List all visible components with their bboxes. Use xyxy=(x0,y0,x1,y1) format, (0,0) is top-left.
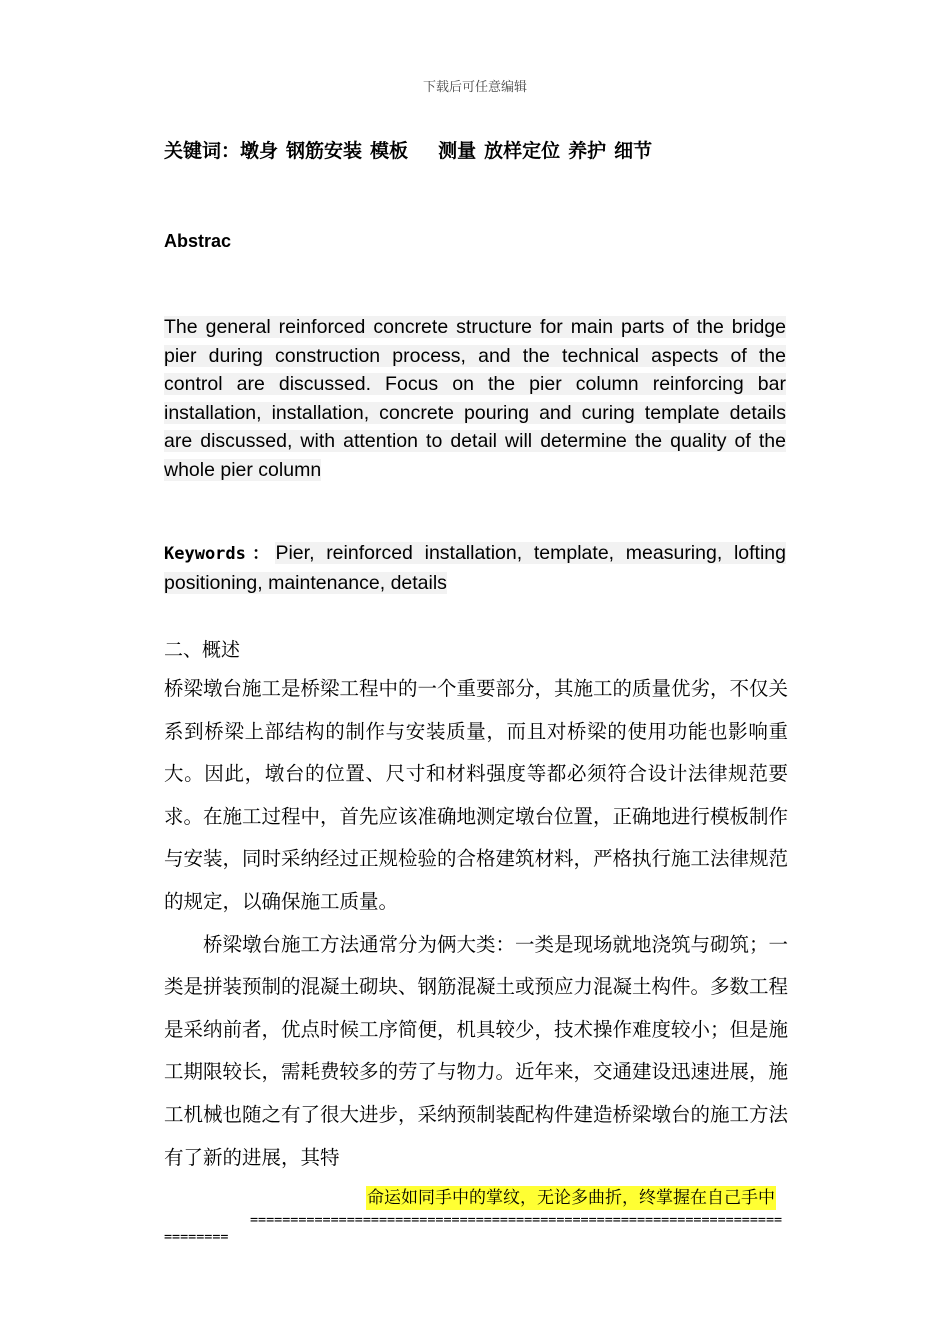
header-note: 下载后可任意编辑 xyxy=(422,80,527,95)
keyword-cn: 养护 xyxy=(568,140,607,162)
keywords-cn-line xyxy=(164,136,786,163)
keyword-cn: 钢筋安装 xyxy=(286,140,363,162)
abstract-body xyxy=(164,313,786,484)
keyword-cn: 测量 xyxy=(438,140,477,162)
keywords-en-text: Pier, reinforced installation, template, measuring, lofting positioning, maintenance, details xyxy=(164,542,786,594)
body-paragraph: 桥梁墩台施工是桥梁工程中的一个重要部分，其施工的质量优劣，不仅关系到桥梁上部结构的制作与安装质量，而且对桥梁的使用功能也影响重大。因此，墩台的位置、尺寸和材料强度等都必须符合设计法律规范要求。在施工过程中，首先应该准确地测定墩台位置，正确地进行模板制作与安装，同时采纳经过正规检验的合格建筑材料，严格执行施工法律规范的规定，以确保施工质量。 xyxy=(164,677,789,913)
keyword-cn: 墩身 xyxy=(240,140,279,162)
keyword-cn: 细节 xyxy=(614,140,653,162)
keywords-en-label: Keywords： xyxy=(164,544,276,564)
section-body xyxy=(164,668,788,1179)
footer-divider: ========================================================================== xyxy=(164,1213,783,1245)
abstract-title: Abstrac xyxy=(164,231,232,251)
footer-quote: 命运如同手中的掌纹，无论多曲折，终掌握在自己手中 xyxy=(367,1188,775,1208)
keyword-cn: 模板 xyxy=(370,140,409,162)
body-paragraph: 桥梁墩台施工方法通常分为俩大类：一类是现场就地浇筑与砌筑；一类是拼装预制的混凝土砌块、钢筋混凝土或预应力混凝土构件。多数工程是采纳前者，优点时候工序简便，机具较少，技术操作难度较小；但是施工期限较长，需耗费较多的劳了与物力。近年来，交通建设迅速进展，施工机械也随之有了很大进步，采纳预制装配构件建造桥梁墩台的施工方法有了新的进展，其特 xyxy=(164,932,789,1169)
abstract-text: The general reinforced concrete structure for main parts of the bridge pier during construction process, and the technical aspects of the control are discussed. Focus on the pier column reinforcing bar installation, installation, concrete pouring and curing template details are discussed, with attention to detail will determine the quality of the whole pier column xyxy=(164,316,786,481)
keyword-cn: 放样定位 xyxy=(484,140,561,162)
keywords-cn-label: 关键词： xyxy=(164,140,241,162)
keywords-en-line xyxy=(164,539,786,597)
section-title: 二、概述 xyxy=(164,639,241,661)
